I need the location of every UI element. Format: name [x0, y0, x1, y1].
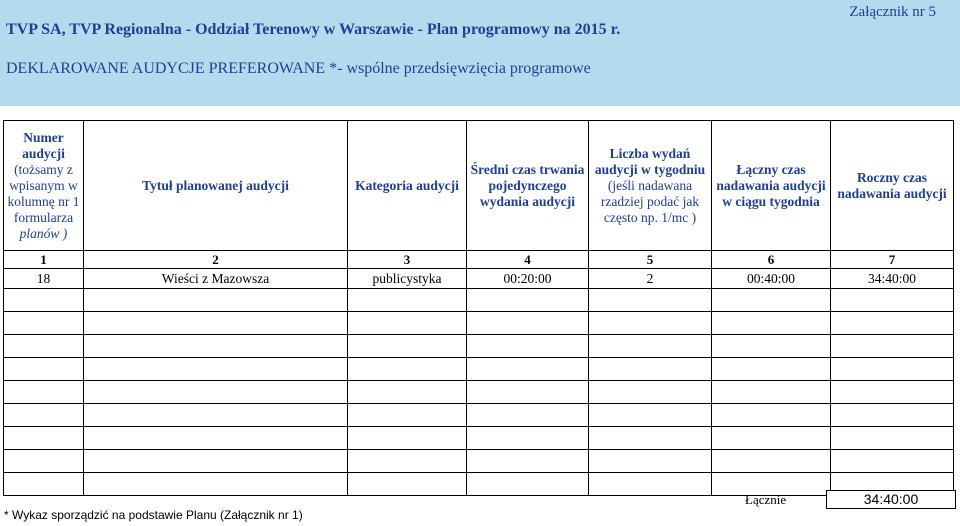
column-number: 4 — [467, 251, 589, 269]
empty-cell — [4, 473, 84, 496]
empty-cell — [467, 289, 589, 312]
empty-cell — [589, 381, 712, 404]
empty-cell — [4, 381, 84, 404]
col-header-line: wydania audycji — [480, 193, 575, 209]
col-header-line: planów ) — [19, 225, 68, 241]
empty-cell — [589, 289, 712, 312]
empty-cell — [712, 358, 831, 381]
col-header-line: kolumnę nr 1 — [7, 193, 80, 209]
programs-table — [3, 120, 954, 496]
empty-cell — [831, 381, 954, 404]
empty-cell — [348, 335, 467, 358]
empty-cell — [467, 450, 589, 473]
empty-cell — [348, 404, 467, 427]
col-header-line: (jeśli nadawana — [607, 177, 693, 193]
empty-cell — [4, 312, 84, 335]
empty-row — [4, 289, 954, 312]
empty-cell — [831, 358, 954, 381]
empty-cell — [348, 312, 467, 335]
empty-cell — [831, 450, 954, 473]
col-header-title — [84, 121, 348, 251]
empty-cell — [4, 358, 84, 381]
empty-cell — [831, 289, 954, 312]
empty-cell — [467, 404, 589, 427]
empty-cell — [84, 427, 348, 450]
header-row — [4, 121, 954, 251]
col-header-line: Liczba wydań — [609, 145, 691, 161]
empty-cell — [4, 404, 84, 427]
col-header-line: formularza — [13, 209, 74, 225]
empty-cell — [467, 381, 589, 404]
empty-cell — [84, 381, 348, 404]
empty-cell — [84, 312, 348, 335]
empty-cell — [348, 450, 467, 473]
empty-cell — [4, 335, 84, 358]
empty-row — [4, 358, 954, 381]
col-header-avg-duration — [467, 121, 589, 251]
column-numbers-row — [4, 251, 954, 269]
empty-cell — [712, 404, 831, 427]
empty-row — [4, 404, 954, 427]
col-header-line: Tytuł planowanej audycji — [142, 177, 289, 193]
col-header-line: wpisanym w — [9, 177, 78, 193]
empty-cell — [712, 289, 831, 312]
empty-cell — [84, 473, 348, 496]
col-header-category — [348, 121, 467, 251]
col-header-line: Roczny czas — [856, 169, 928, 185]
header-band — [0, 0, 960, 106]
empty-cell — [589, 335, 712, 358]
column-number: 2 — [84, 251, 348, 269]
cell-title: Wieści z Mazowsza — [84, 269, 348, 289]
empty-cell — [348, 381, 467, 404]
empty-cell — [4, 450, 84, 473]
col-header-yearly-time — [831, 121, 954, 251]
empty-row — [4, 312, 954, 335]
empty-cell — [589, 404, 712, 427]
total-label: Łącznie — [745, 492, 787, 507]
empty-cell — [712, 312, 831, 335]
empty-cell — [84, 450, 348, 473]
col-header-line: (tożsamy z — [14, 161, 73, 177]
empty-cell — [84, 404, 348, 427]
empty-cell — [589, 427, 712, 450]
empty-cell — [712, 381, 831, 404]
empty-row — [4, 335, 954, 358]
empty-cell — [4, 427, 84, 450]
total-value: 34:40:00 — [826, 490, 956, 509]
empty-cell — [4, 289, 84, 312]
empty-cell — [467, 427, 589, 450]
col-header-weekly-time — [712, 121, 831, 251]
col-header-line: w ciągu tygodnia — [722, 193, 820, 209]
empty-cell — [467, 358, 589, 381]
empty-cell — [589, 473, 712, 496]
empty-cell — [84, 335, 348, 358]
empty-cell — [831, 427, 954, 450]
empty-row — [4, 381, 954, 404]
annex-label: Załącznik nr 5 — [849, 4, 936, 20]
cell-yearly-time: 34:40:00 — [831, 269, 954, 289]
col-header-line: nadawania audycji — [716, 177, 826, 193]
empty-cell — [467, 335, 589, 358]
col-header-line: często np. 1/mc ) — [603, 209, 697, 225]
col-header-line: Średni czas trwania — [470, 161, 585, 177]
empty-cell — [589, 358, 712, 381]
col-header-episodes — [589, 121, 712, 251]
empty-cell — [467, 473, 589, 496]
empty-cell — [712, 335, 831, 358]
empty-cell — [348, 358, 467, 381]
column-number: 6 — [712, 251, 831, 269]
col-header-number — [4, 121, 84, 251]
footnote: * Wykaz sporządzić na podstawie Planu (Załącznik nr 1) — [4, 508, 303, 522]
empty-cell — [831, 335, 954, 358]
cell-weekly-time: 00:40:00 — [712, 269, 831, 289]
col-header-line: nadawania audycji — [837, 185, 947, 201]
empty-cell — [348, 289, 467, 312]
document-subtitle: DEKLAROWANE AUDYCJE PREFEROWANE *- wspólne przedsięwzięcia programowe — [6, 60, 591, 77]
column-number: 7 — [831, 251, 954, 269]
empty-cell — [831, 312, 954, 335]
empty-cell — [712, 450, 831, 473]
empty-cell — [831, 404, 954, 427]
document-title: TVP SA, TVP Regionalna - Oddział Terenowy w Warszawie - Plan programowy na 2015 r. — [6, 21, 621, 38]
col-header-line: rzadziej podać jak — [600, 193, 700, 209]
empty-cell — [348, 427, 467, 450]
cell-number: 18 — [4, 269, 84, 289]
col-header-line: pojedynczego — [488, 177, 567, 193]
empty-row — [4, 473, 954, 496]
column-number: 3 — [348, 251, 467, 269]
empty-cell — [84, 358, 348, 381]
cell-episodes: 2 — [589, 269, 712, 289]
empty-cell — [348, 473, 467, 496]
empty-cell — [84, 289, 348, 312]
col-header-line: audycji w tygodniu — [594, 161, 706, 177]
empty-row — [4, 427, 954, 450]
empty-cell — [589, 450, 712, 473]
col-header-line: Kategoria audycji — [355, 177, 459, 193]
table-row — [4, 269, 954, 289]
col-header-line: Łączny czas — [736, 161, 806, 177]
cell-category: publicystyka — [348, 269, 467, 289]
column-number: 5 — [589, 251, 712, 269]
col-header-line: audycji — [22, 145, 65, 161]
empty-cell — [712, 427, 831, 450]
empty-cell — [467, 312, 589, 335]
column-number: 1 — [4, 251, 84, 269]
col-header-line: Numer — [23, 129, 64, 145]
empty-row — [4, 450, 954, 473]
empty-cell — [589, 312, 712, 335]
cell-avg-duration: 00:20:00 — [467, 269, 589, 289]
